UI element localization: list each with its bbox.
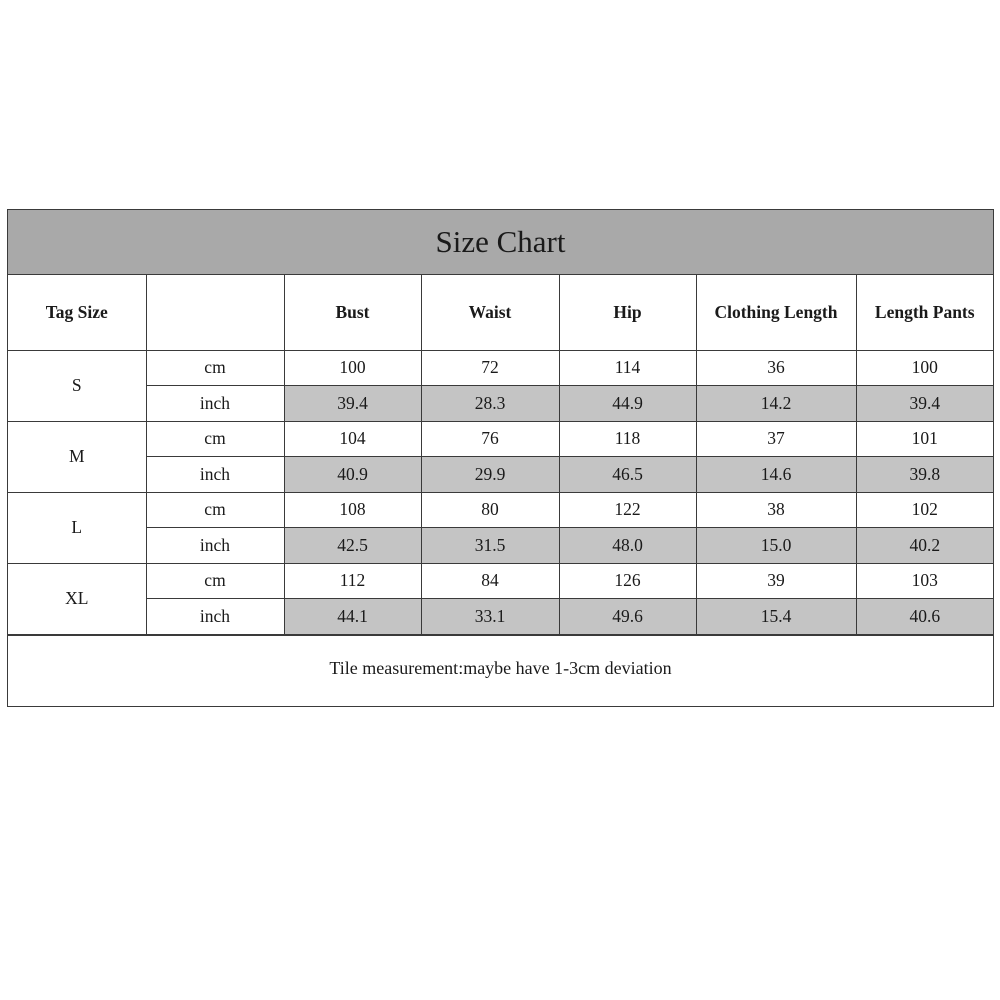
table-row	[8, 599, 993, 635]
unit-cell: cm	[146, 421, 284, 457]
size-tag-cell: S	[8, 350, 146, 421]
measurement-cell: 40.2	[856, 528, 993, 564]
header-row	[8, 275, 993, 350]
measurement-cell: 48.0	[559, 528, 696, 564]
header-hip: Hip	[559, 275, 696, 350]
measurement-cell: 39.4	[856, 386, 993, 422]
measurement-cell: 42.5	[284, 528, 421, 564]
measurement-cell: 33.1	[421, 599, 559, 635]
measurement-cell: 126	[559, 563, 696, 599]
measurement-cell: 37	[696, 421, 856, 457]
unit-cell: cm	[146, 492, 284, 528]
table-row	[8, 421, 993, 457]
measurement-cell: 15.4	[696, 599, 856, 635]
table-row	[8, 528, 993, 564]
measurement-cell: 80	[421, 492, 559, 528]
measurement-cell: 122	[559, 492, 696, 528]
table-row	[8, 386, 993, 422]
measurement-cell: 112	[284, 563, 421, 599]
measurement-cell: 15.0	[696, 528, 856, 564]
measurement-cell: 39	[696, 563, 856, 599]
header-bust: Bust	[284, 275, 421, 350]
unit-cell: cm	[146, 350, 284, 386]
measurement-cell: 29.9	[421, 457, 559, 493]
measurement-cell: 108	[284, 492, 421, 528]
measurement-cell: 76	[421, 421, 559, 457]
unit-cell: cm	[146, 563, 284, 599]
measurement-cell: 104	[284, 421, 421, 457]
measurement-cell: 101	[856, 421, 993, 457]
header-clothing-length: Clothing Length	[696, 275, 856, 350]
measurement-cell: 39.8	[856, 457, 993, 493]
measurement-cell: 36	[696, 350, 856, 386]
measurement-note: Tile measurement:maybe have 1-3cm deviation	[8, 635, 993, 701]
table-row	[8, 350, 993, 386]
size-tag-cell: XL	[8, 563, 146, 634]
unit-cell: inch	[146, 528, 284, 564]
measurement-cell: 72	[421, 350, 559, 386]
measurement-cell: 102	[856, 492, 993, 528]
measurement-cell: 44.1	[284, 599, 421, 635]
header-waist: Waist	[421, 275, 559, 350]
measurement-cell: 39.4	[284, 386, 421, 422]
measurement-cell: 44.9	[559, 386, 696, 422]
measurement-cell: 28.3	[421, 386, 559, 422]
header-length-pants: Length Pants	[856, 275, 993, 350]
size-tag-cell: M	[8, 421, 146, 492]
measurement-cell: 100	[284, 350, 421, 386]
measurement-cell: 40.6	[856, 599, 993, 635]
measurement-cell: 31.5	[421, 528, 559, 564]
header-unit	[146, 275, 284, 350]
size-chart	[7, 209, 994, 707]
measurement-cell: 49.6	[559, 599, 696, 635]
size-tag-cell: L	[8, 492, 146, 563]
chart-title: Size Chart	[8, 210, 993, 275]
unit-cell: inch	[146, 386, 284, 422]
measurement-cell: 14.6	[696, 457, 856, 493]
measurement-cell: 103	[856, 563, 993, 599]
measurement-cell: 118	[559, 421, 696, 457]
size-table	[8, 275, 993, 635]
header-tag-size: Tag Size	[8, 275, 146, 350]
unit-cell: inch	[146, 457, 284, 493]
table-row	[8, 457, 993, 493]
measurement-cell: 46.5	[559, 457, 696, 493]
measurement-cell: 40.9	[284, 457, 421, 493]
table-row	[8, 563, 993, 599]
table-row	[8, 492, 993, 528]
measurement-cell: 100	[856, 350, 993, 386]
measurement-cell: 114	[559, 350, 696, 386]
measurement-cell: 14.2	[696, 386, 856, 422]
measurement-cell: 84	[421, 563, 559, 599]
measurement-cell: 38	[696, 492, 856, 528]
unit-cell: inch	[146, 599, 284, 635]
